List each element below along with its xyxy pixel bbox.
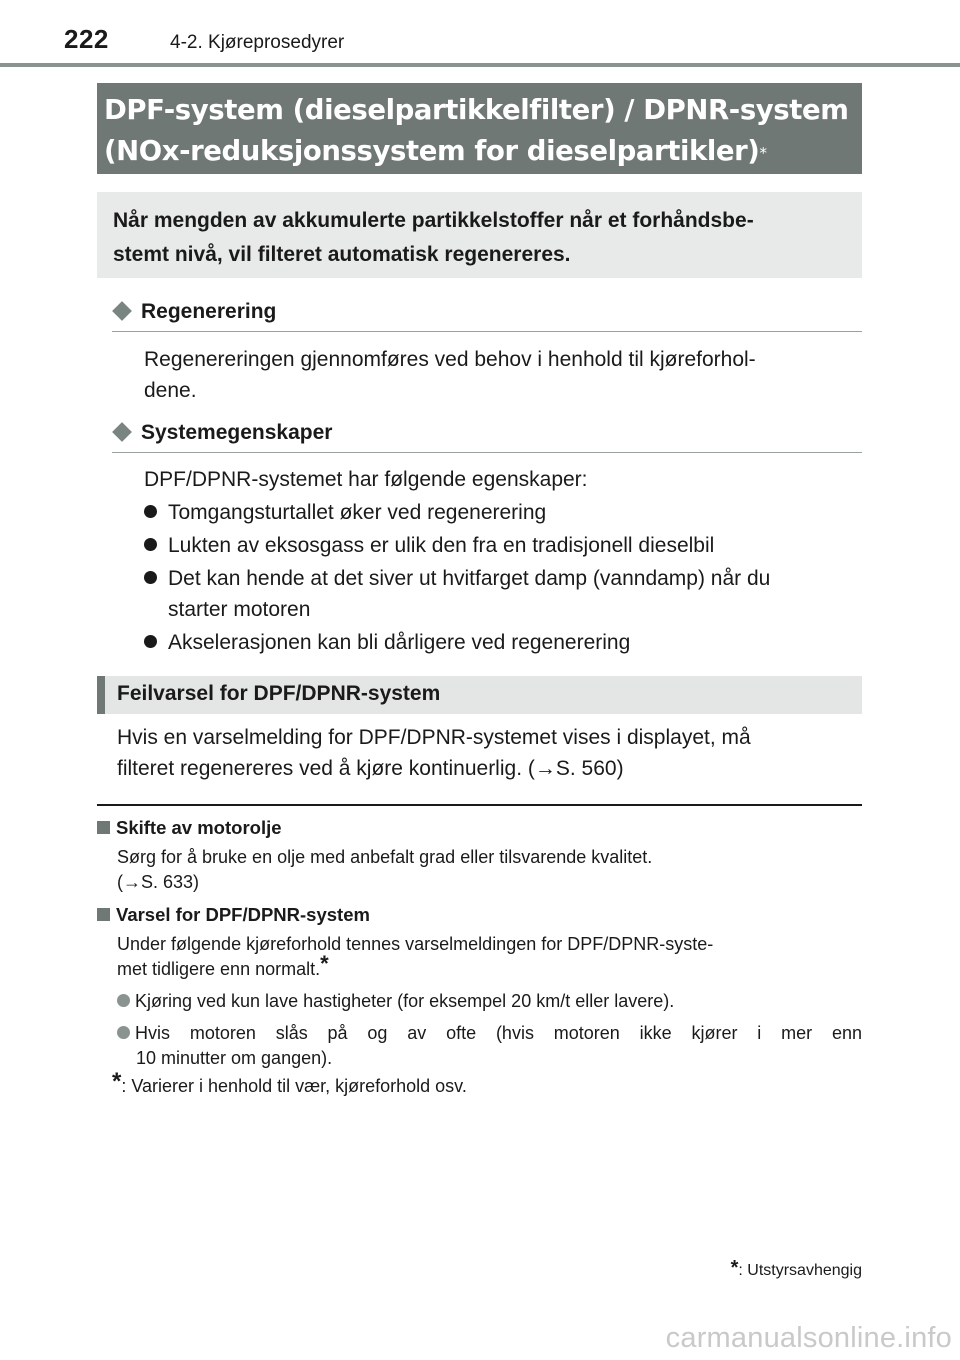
list-item: [117, 989, 862, 1014]
note-heading-motorolje-text: Skifte av motorolje: [116, 817, 282, 838]
section-title-box: [97, 83, 862, 174]
footnote-marker: *: [320, 951, 329, 976]
section-title-line2: [104, 131, 862, 172]
list-item: [144, 530, 859, 561]
list-item-continuation: starter motoren: [168, 598, 311, 621]
square-bullet-icon: [97, 908, 110, 921]
list-item: [144, 497, 859, 528]
list-item: [144, 563, 859, 625]
systemegenskaper-heading-text: Systemegenskaper: [141, 421, 333, 444]
footnote-text: : Varierer i henhold til vær, kjøreforhold osv.: [121, 1076, 467, 1096]
list-item-continuation: 10 minutter om gangen).: [136, 1048, 333, 1068]
watermark: carmanualsonline.info: [665, 1322, 952, 1354]
feilvarsel-text: [117, 722, 857, 784]
note-text-motorolje-line2: (→S. 633): [117, 872, 200, 892]
equipment-note: [731, 1258, 862, 1281]
feilvarsel-heading: Feilvarsel for DPF/DPNR-system: [97, 676, 862, 714]
diamond-icon: [112, 302, 132, 322]
page-number: 222: [64, 24, 109, 54]
heading-rule: [112, 331, 862, 332]
chapter-title: 4-2. Kjøreprosedyrer: [170, 32, 345, 53]
bullet-icon: [144, 538, 157, 551]
regenerering-text: [144, 344, 859, 406]
feilvarsel-text-line2: filteret regenereres ved å kjøre kontinuerlig. (→S. 560): [117, 757, 624, 780]
bullet-icon: [144, 505, 157, 518]
regenerering-text-line2: dene.: [144, 379, 197, 402]
note-text-motorolje: [117, 845, 862, 895]
section-title-line2-text: (NOx-reduksjonssystem for dieselpartikler): [104, 135, 760, 167]
diamond-icon: [112, 423, 132, 443]
header-rule: [0, 63, 960, 67]
bullet-icon: [117, 994, 130, 1007]
list-item-text: Lukten av eksosgass er ulik den fra en tradisjonell dieselbil: [168, 534, 715, 557]
note-text-motorolje-line1: Sørg for å bruke en olje med anbefalt grad eller tilsvarende kvalitet.: [117, 847, 653, 867]
equipment-note-text: : Utstyrsavhengig: [738, 1262, 862, 1279]
regenerering-text-line1: Regenereringen gjennomføres ved behov i henhold til kjøreforhol-: [144, 348, 756, 371]
list-item-text: Tomgangsturtallet øker ved regenerering: [168, 501, 547, 524]
note-text-varsel-line1: Under følgende kjøreforhold tennes varselmeldingen for DPF/DPNR-syste-: [117, 934, 714, 954]
equipment-asterisk: *: [759, 144, 767, 162]
note-heading-motorolje: [97, 817, 282, 839]
note-heading-varsel-text: Varsel for DPF/DPNR-system: [116, 904, 370, 925]
bullet-icon: [144, 571, 157, 584]
list-item: [144, 627, 859, 658]
notes-divider: [97, 804, 862, 806]
bullet-icon: [117, 1026, 130, 1039]
summary-box: [97, 192, 862, 278]
list-item: [117, 1021, 862, 1046]
section-title-line1: DPF-system (dieselpartikkelfilter) / DPNR-system: [104, 94, 849, 126]
list-item-text: Akselerasjonen kan bli dårligere ved regenerering: [168, 631, 631, 654]
note-heading-varsel: [97, 904, 370, 926]
list-item-text: Kjøring ved kun lave hastigheter (for eksempel 20 km/t eller lavere).: [135, 991, 675, 1011]
list-item-text: Hvis motoren slås på og av ofte (hvis motoren ikke kjører i mer enn: [135, 1023, 862, 1043]
footnote-asterisk: *: [112, 1068, 122, 1095]
heading-rule: [112, 452, 862, 453]
list-item-text: Det kan hende at det siver ut hvitfarget damp (vanndamp) når du: [168, 567, 771, 590]
note-text-varsel: [117, 932, 862, 982]
regenerering-heading: [112, 300, 276, 324]
systemegenskaper-heading: [112, 421, 332, 445]
summary-line1: Når mengden av akkumulerte partikkelstoffer når et forhåndsbe-: [113, 209, 754, 232]
footnote: [112, 1068, 467, 1104]
note-text-varsel-line2-text: met tidligere enn normalt.: [117, 959, 321, 979]
note-text-varsel-line2: [117, 951, 862, 982]
systemegenskaper-intro: DPF/DPNR-systemet har følgende egenskaper:: [144, 468, 588, 491]
asterisk-icon: *: [730, 1257, 739, 1279]
square-bullet-icon: [97, 821, 110, 834]
summary-line2: stemt nivå, vil filteret automatisk regenereres.: [113, 243, 571, 266]
bullet-icon: [144, 635, 157, 648]
feilvarsel-text-line1: Hvis en varselmelding for DPF/DPNR-systemet vises i displayet, må: [117, 726, 751, 749]
regenerering-heading-text: Regenerering: [141, 300, 277, 323]
